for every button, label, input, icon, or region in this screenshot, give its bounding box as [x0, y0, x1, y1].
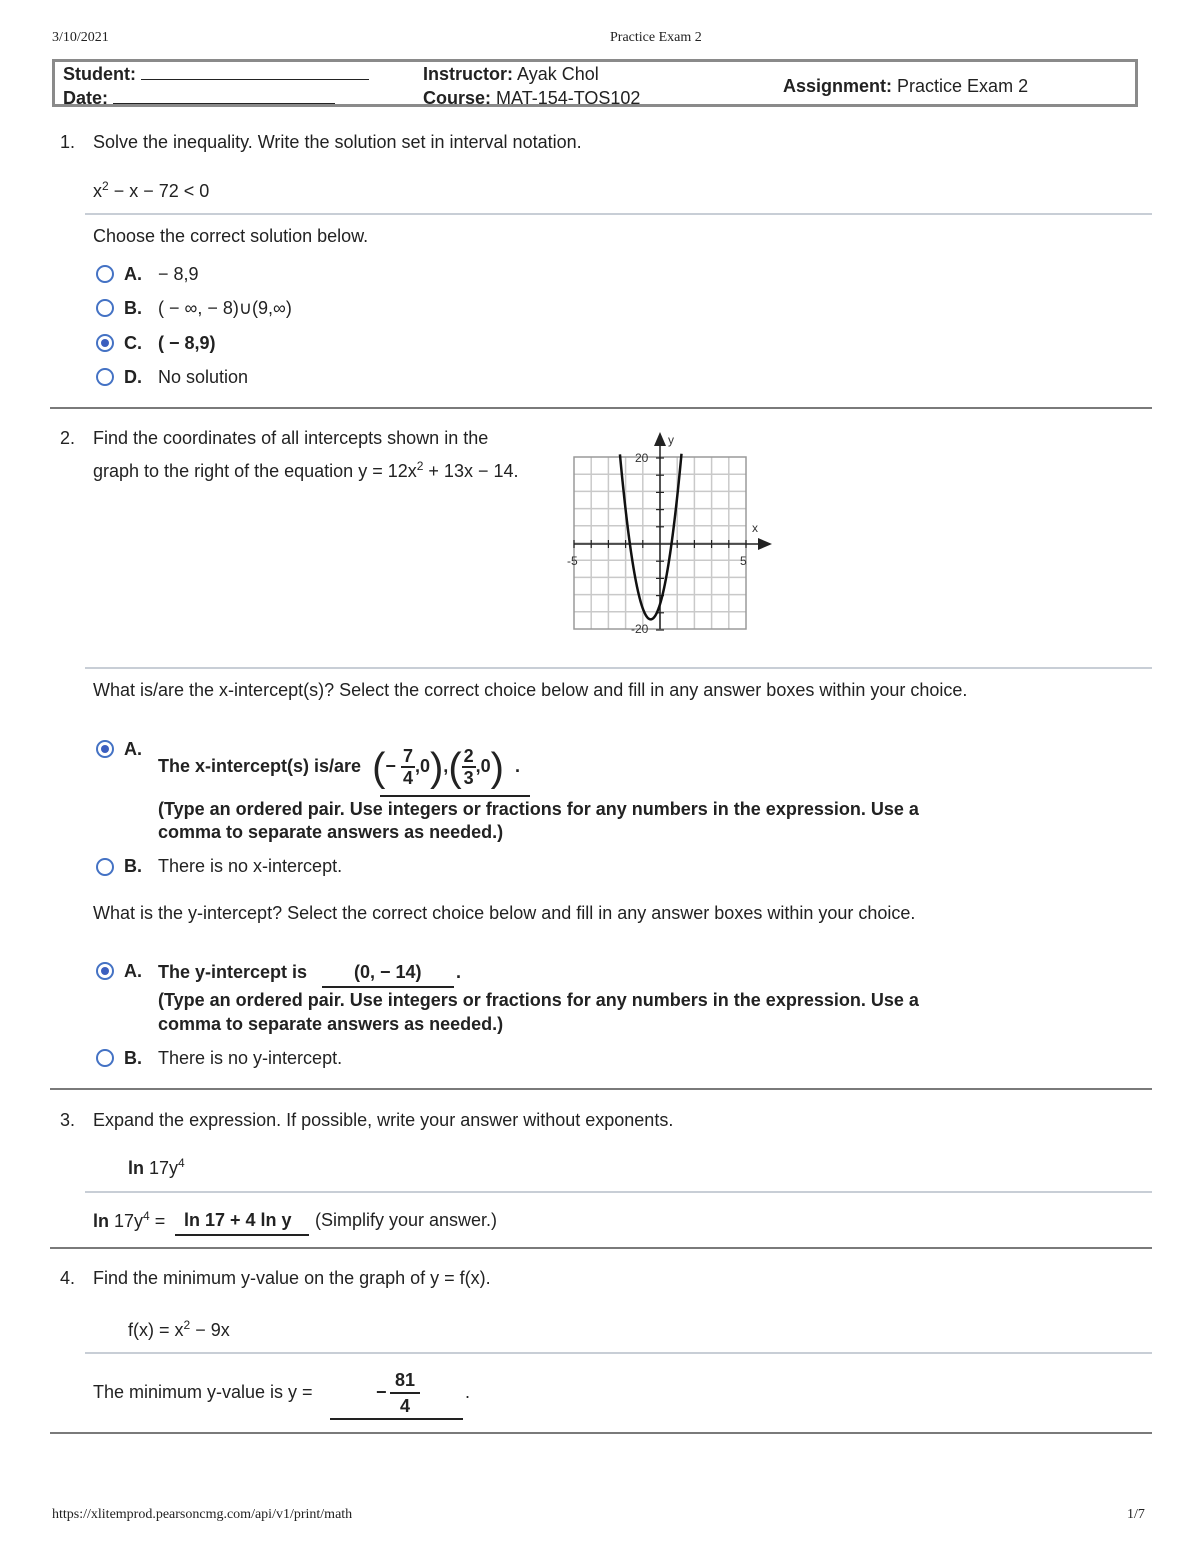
- q3-ans-ln: ln: [93, 1211, 109, 1231]
- q4-end-divider: [50, 1432, 1152, 1434]
- y-max-label: 20: [635, 451, 649, 465]
- q2-x-ans1-num: 7: [402, 746, 413, 767]
- q1-option-a[interactable]: [124, 263, 199, 285]
- q2-y-ans-end: .: [456, 962, 462, 982]
- q1-option-d[interactable]: [124, 366, 248, 388]
- instructor-row: [423, 62, 599, 86]
- assignment-label: Assignment:: [783, 76, 893, 96]
- course-value: MAT-154-TOS102: [496, 88, 641, 108]
- q3-expr-base: 17y: [144, 1158, 179, 1178]
- q1-radio-a[interactable]: [96, 265, 114, 283]
- q3-answer-line: [175, 1234, 309, 1236]
- q4-answer-label: The minimum y-value is y =: [93, 1382, 313, 1402]
- student-label: Student:: [63, 64, 136, 84]
- q1-option-c-text: ( − 8,9): [158, 333, 216, 353]
- q2-x-option-a-letter: A.: [124, 739, 142, 759]
- q4-ans-frac: [390, 1368, 420, 1418]
- print-date: 3/10/2021: [52, 30, 109, 45]
- date-blank: [113, 87, 335, 104]
- q3-expr-exp: 4: [178, 1156, 185, 1170]
- q2-x-ans2-lparen: (: [448, 745, 462, 790]
- course-label: Course:: [423, 88, 492, 108]
- q2-y-option-a[interactable]: [158, 962, 307, 983]
- q1-option-b-text: ( − ∞, − 8)∪(9,∞): [158, 298, 292, 318]
- q4-expression: [128, 1318, 230, 1341]
- y-axis-label: y: [668, 433, 674, 447]
- q1-expr-exp: 2: [102, 179, 109, 193]
- q4-divider: [85, 1352, 1152, 1354]
- q2-x-ans2-tail: ,0: [475, 756, 491, 776]
- q2-y-option-a-letter: A.: [124, 961, 142, 981]
- q4-answer-line: [330, 1418, 463, 1420]
- q1-number: 1.: [60, 132, 76, 152]
- q2-x-ans1-sign: −: [385, 756, 396, 776]
- q3-prompt: Expand the expression. If possible, write your answer without exponents.: [93, 1110, 674, 1130]
- info-box: [52, 59, 1138, 107]
- date-row: [63, 86, 335, 110]
- q3-ans-base: 17y: [109, 1211, 144, 1231]
- student-blank: [141, 63, 369, 80]
- q1-choose: Choose the correct solution below.: [93, 226, 369, 246]
- q2-graph: [560, 428, 780, 638]
- q2-x-option-b-text: There is no x-intercept.: [158, 856, 343, 876]
- q2-prompt-line1: Find the coordinates of all intercepts shown in the: [93, 428, 489, 448]
- y-min-label: -20: [631, 622, 649, 636]
- q2-prompt-line2: [93, 459, 519, 482]
- footer-url[interactable]: https://xlitemprod.pearsoncmg.com/api/v1/print/math: [52, 1507, 353, 1522]
- assignment-value: Practice Exam 2: [897, 76, 1029, 96]
- q3-answer-row: [93, 1209, 165, 1232]
- q2-x-ans2-frac: [462, 746, 476, 788]
- q2-x-ans1-lparen: (: [372, 745, 386, 790]
- q2-y-question: What is the y-intercept? Select the correct choice below and fill in any answer boxes within your choice.: [93, 903, 916, 923]
- student-row: [63, 62, 369, 86]
- q2-x-ans1-frac: [401, 746, 415, 788]
- q2-prompt-post: + 13x − 14.: [423, 461, 519, 481]
- x-max-label: 5: [740, 554, 747, 568]
- q1-option-d-text: No solution: [158, 367, 249, 387]
- q1-radio-c[interactable]: [96, 334, 114, 352]
- x-axis-label: x: [752, 521, 758, 535]
- q1-end-divider: [50, 407, 1152, 409]
- q2-prompt-pre: graph to the right of the equation y = 12x: [93, 461, 417, 481]
- q3-answer-note: (Simplify your answer.): [315, 1210, 498, 1230]
- q2-x-ans2-num: 2: [463, 746, 474, 767]
- q4-expr-exp: 2: [183, 1318, 191, 1332]
- q2-y-option-b-text: There is no y-intercept.: [158, 1048, 343, 1068]
- q3-expression: [128, 1156, 185, 1179]
- q3-answer-value: ln 17 + 4 ln y: [184, 1210, 292, 1230]
- q2-y-answer-line: [322, 986, 454, 988]
- q1-expression: [93, 179, 209, 202]
- q2-x-option-b-letter: B.: [124, 856, 142, 876]
- y-axis-arrow: [654, 432, 666, 446]
- q2-x-question: What is/are the x-intercept(s)? Select the correct choice below and fill in any answer boxes within your choice.: [93, 680, 968, 700]
- instructor-value: Ayak Chol: [517, 64, 599, 84]
- x-min-label: -5: [567, 554, 578, 568]
- q4-expr-pre: f(x) = x: [128, 1320, 184, 1340]
- q1-expr-rest: − x − 72 < 0: [108, 181, 210, 201]
- q2-number: 2.: [60, 428, 76, 448]
- q4-ans-num: 81: [390, 1368, 420, 1394]
- q2-x-answer-line: [380, 795, 530, 797]
- q2-x-instr-line2: comma to separate answers as needed.): [158, 822, 504, 842]
- q1-option-b-letter: B.: [124, 298, 142, 318]
- q1-option-d-letter: D.: [124, 367, 142, 387]
- q2-x-ans1-rparen: ): [429, 745, 444, 790]
- instructor-label: Instructor:: [423, 64, 513, 84]
- q2-x-ans-sep: ,: [443, 756, 449, 776]
- q2-x-radio-a[interactable]: [96, 740, 114, 758]
- q4-ans-sign: −: [376, 1382, 387, 1402]
- q1-option-c[interactable]: [124, 332, 216, 354]
- q1-prompt: Solve the inequality. Write the solution set in interval notation.: [93, 132, 582, 152]
- course-row: [423, 86, 640, 110]
- q2-end-divider: [50, 1088, 1152, 1090]
- q2-y-instr-line2: comma to separate answers as needed.): [158, 1014, 504, 1034]
- q4-ans-den: 4: [399, 1396, 410, 1416]
- q2-y-instr-line1: (Type an ordered pair. Use integers or fractions for any numbers in the expression. Use a: [158, 990, 919, 1010]
- q2-x-option-b[interactable]: [124, 855, 342, 877]
- q3-expr-ln: ln: [128, 1158, 144, 1178]
- q1-option-b[interactable]: [124, 297, 292, 319]
- q2-x-option-a[interactable]: [158, 738, 520, 794]
- q2-x-ans2-den: 3: [463, 768, 474, 789]
- q3-divider: [85, 1191, 1152, 1193]
- q1-option-c-letter: C.: [124, 333, 142, 353]
- q4-number: 4.: [60, 1268, 76, 1288]
- date-label: Date:: [63, 88, 109, 108]
- q2-x-instr-line1: (Type an ordered pair. Use integers or fractions for any numbers in the expression. Use a: [158, 799, 919, 819]
- q4-expr-post: − 9x: [190, 1320, 230, 1340]
- q3-end-divider: [50, 1247, 1152, 1249]
- q1-option-a-text: − 8,9: [158, 264, 199, 284]
- q2-x-option-a-text: The x-intercept(s) is/are: [158, 756, 362, 776]
- q3-ans-exp: 4: [143, 1209, 150, 1223]
- q1-radio-b[interactable]: [96, 299, 114, 317]
- q2-y-answer: (0, − 14): [354, 962, 422, 982]
- print-title: Practice Exam 2: [610, 30, 702, 45]
- q2-x-ans-end: .: [515, 756, 521, 776]
- q4-prompt: Find the minimum y-value on the graph of y = f(x).: [93, 1268, 491, 1288]
- q1-radio-d[interactable]: [96, 368, 114, 386]
- q2-x-radio-b[interactable]: [96, 858, 114, 876]
- q2-y-option-a-text: The y-intercept is: [158, 962, 308, 982]
- q2-x-ans1-tail: ,0: [414, 756, 430, 776]
- q2-x-answer: [372, 738, 504, 794]
- q2-prompt-exp: 2: [416, 459, 424, 473]
- q2-y-radio-b[interactable]: [96, 1049, 114, 1067]
- q2-x-ans2-rparen: ): [490, 745, 504, 790]
- x-axis-arrow: [758, 538, 772, 550]
- q1-expr-base: x: [93, 181, 102, 201]
- q2-y-option-b[interactable]: [124, 1047, 342, 1069]
- q1-divider: [85, 213, 1152, 215]
- q4-ans-end: .: [465, 1382, 471, 1402]
- assignment-row: [783, 74, 1028, 98]
- page-number: 1/7: [1127, 1507, 1145, 1522]
- q2-x-ans1-den: 4: [402, 768, 413, 789]
- q3-ans-eq: =: [149, 1211, 166, 1231]
- q1-option-a-letter: A.: [124, 264, 142, 284]
- q2-y-radio-a[interactable]: [96, 962, 114, 980]
- q3-number: 3.: [60, 1110, 76, 1130]
- q2-y-option-b-letter: B.: [124, 1048, 142, 1068]
- q2-divider: [85, 667, 1152, 669]
